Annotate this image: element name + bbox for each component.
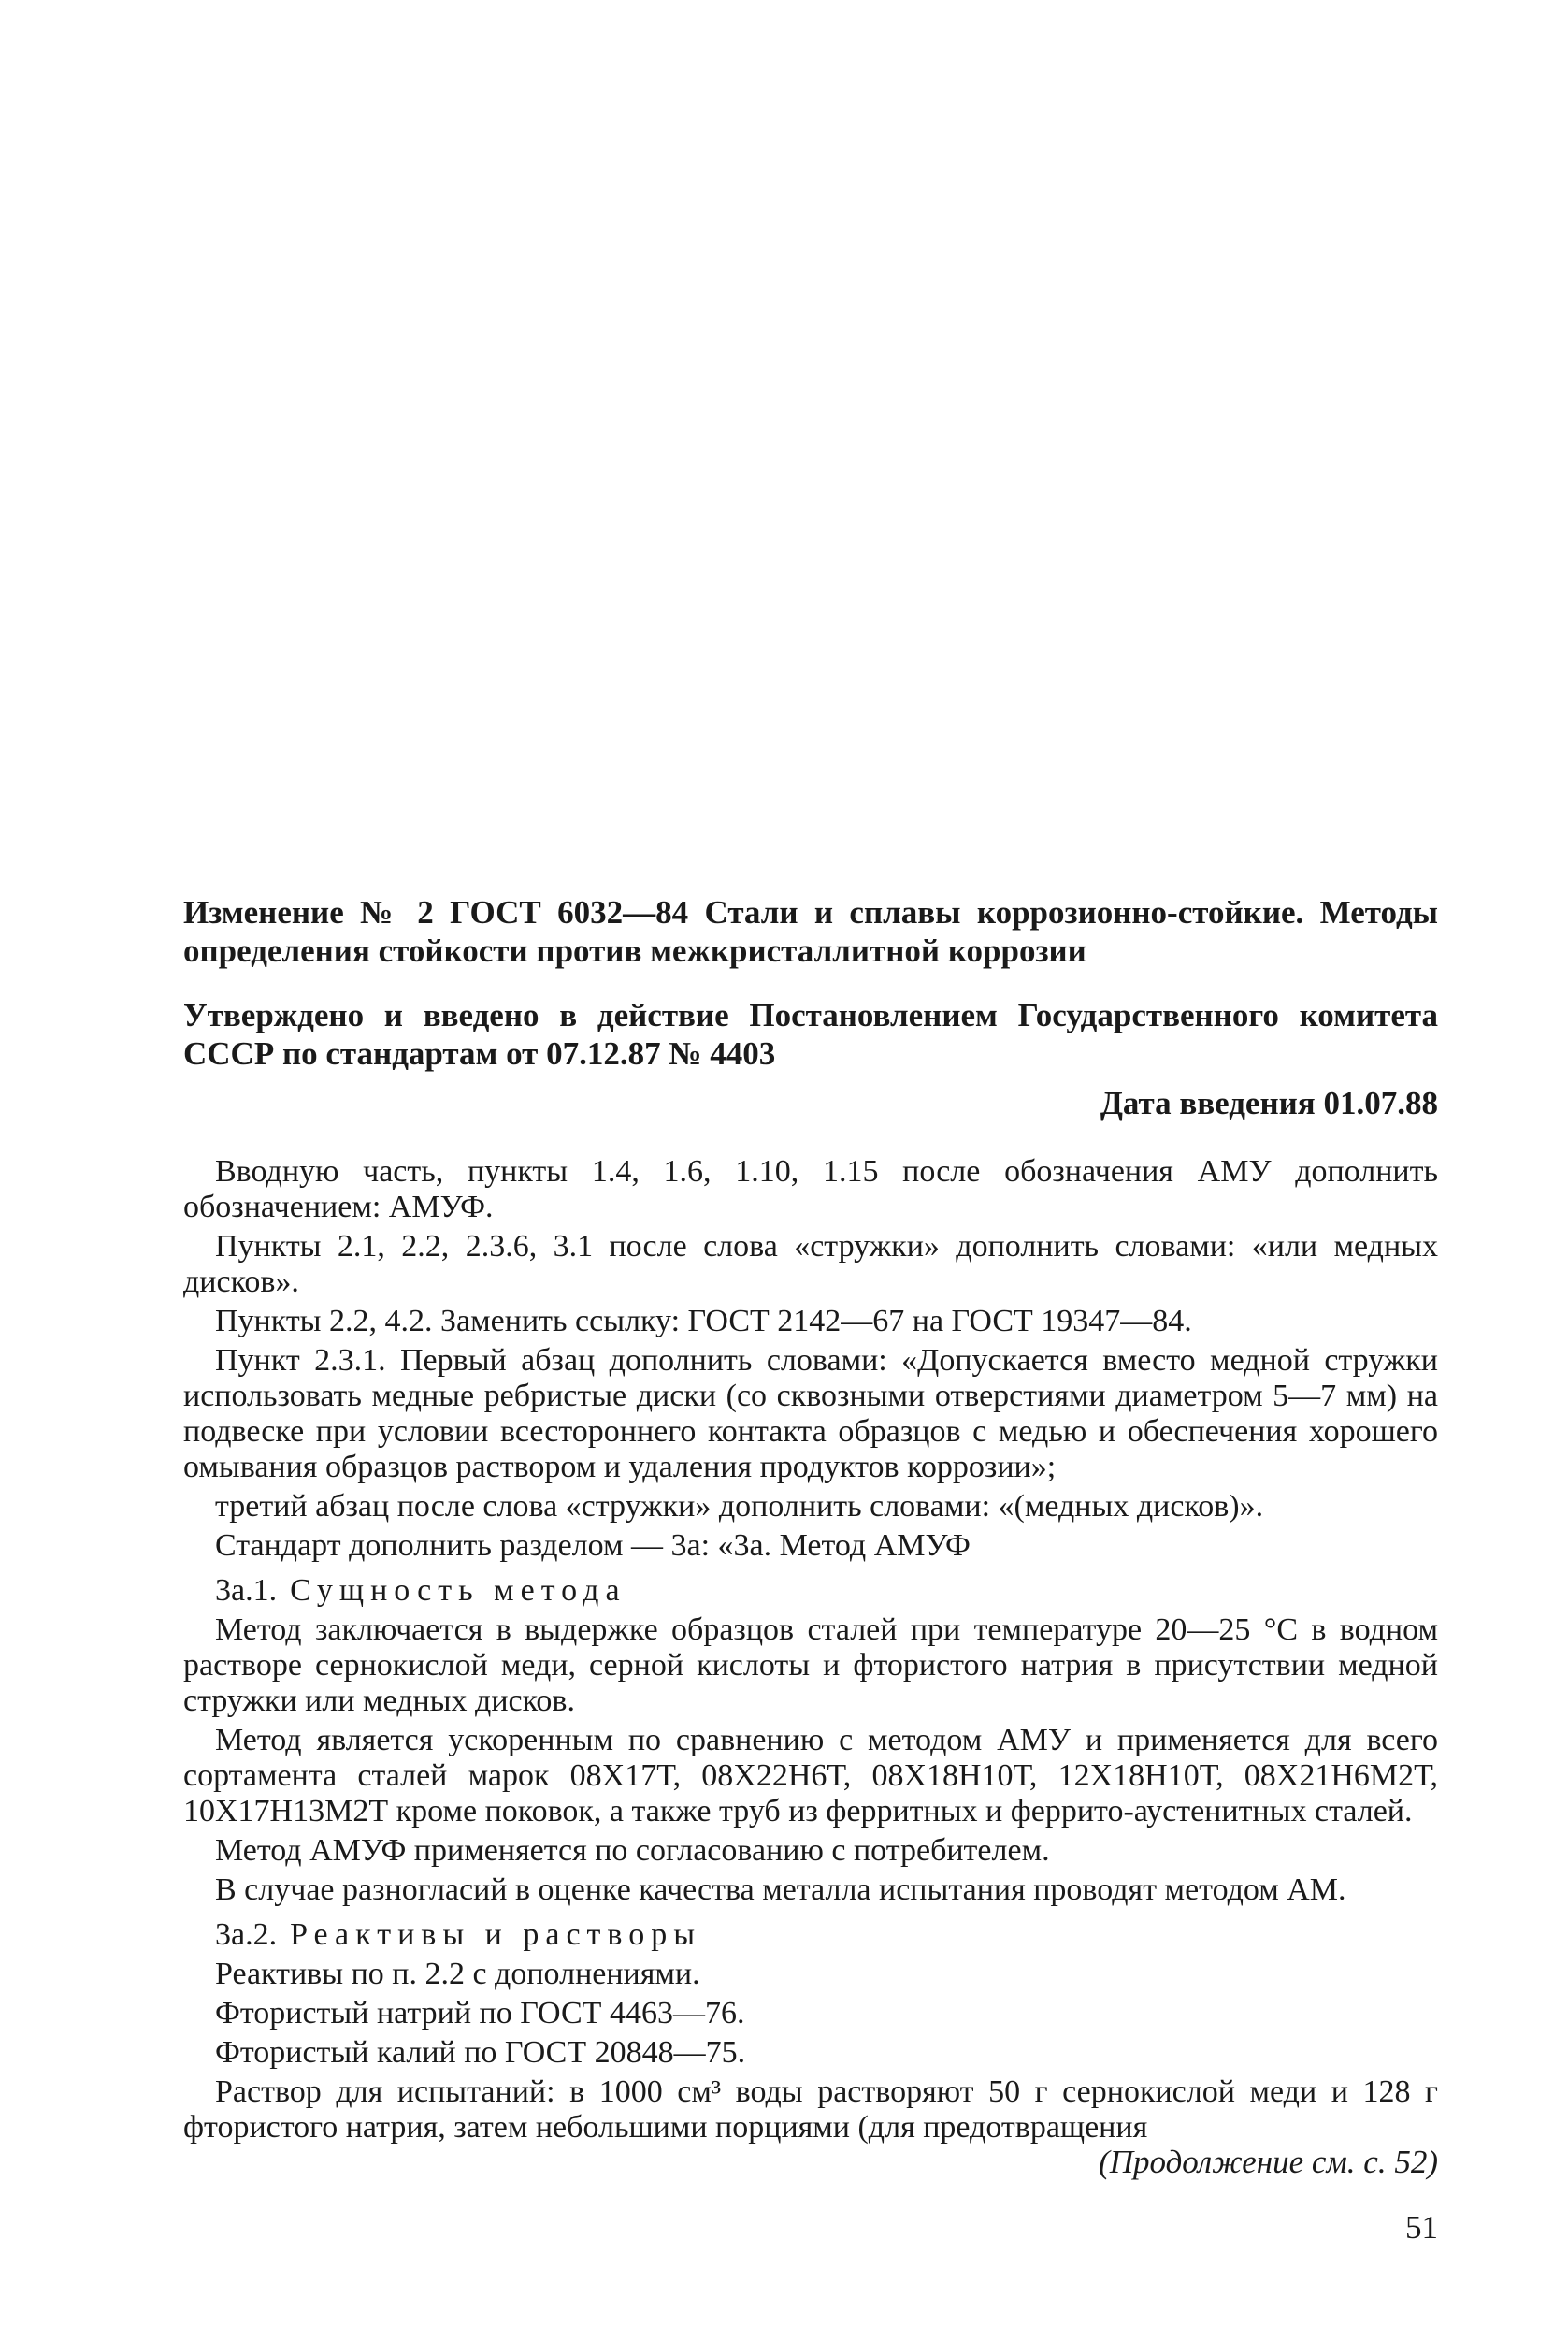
section-3a1-paragraph: Метод заключается в выдержке образцов сталей при температуре 20—25 °С в водном растворе сернокислой меди, серной кислоты и фтористого натрия в присутствии медной стружки или медных дисков. (183, 1612, 1438, 1718)
section-3a1-paragraph: Метод АМУФ применяется по согласованию с потребителем. (215, 1833, 1050, 1868)
section-3a1-paragraph: В случае разногласий в оценке качества металла испытания проводят методом АМ. (215, 1872, 1346, 1907)
paragraph-reference-replace: Пункты 2.2, 4.2. Заменить ссылку: ГОСТ 2142—67 на ГОСТ 19347—84. (215, 1304, 1192, 1338)
section-3a2-title (215, 1917, 1438, 1953)
document-heading: Изменение № 2 ГОСТ 6032—84 Стали и сплавы коррозионно-стойкие. Методы определения стойкости против межкристаллитной коррозии (183, 894, 1438, 969)
section-number: 3а.2. (215, 1917, 278, 1952)
section-3a1-paragraph: Метод является ускоренным по сравнению с методом АМУ и применяется для всего сортамента сталей марок 08Х17Т, 08Х22Н6Т, 08Х18Н10Т, 12Х18Н10Т, 08Х21Н6М2Т, 10Х17Н13М2Т кроме поковок, а также труб из ферритных и феррито-аустенитных сталей. (183, 1723, 1438, 1828)
section-3a2-paragraph: Раствор для испытаний: в 1000 см³ воды растворяют 50 г сернокислой меди и 128 г фтористого натрия, затем небольшими порциями (для предотвращения (183, 2074, 1438, 2145)
section-3a2-paragraph: Реактивы по п. 2.2 с дополнениями. (215, 1957, 700, 1991)
paragraph-point-2-3-1: Пункт 2.3.1. Первый абзац дополнить словами: «Допускается вместо медной стружки использовать медные ребристые диски (со сквозными отверстиями диаметром 5—7 мм) на подвеске при условии всестороннего контакта образцов с медью и обеспечения хорошего омывания образцов раствором и удаления продуктов коррозии»; (183, 1343, 1438, 1484)
paragraph-third-abstract: третий абзац после слова «стружки» дополнить словами: «(медных дисков)». (215, 1489, 1264, 1524)
effective-date: Дата введения 01.07.88 (1100, 1085, 1438, 1121)
continuation-note: (Продолжение см. с. 52) (1099, 2144, 1438, 2180)
document-body (183, 1154, 1438, 2146)
page-number: 51 (1405, 2209, 1438, 2246)
paragraph-points-chips: Пункты 2.1, 2.2, 2.3.6, 3.1 после слова «стружки» дополнить словами: «или медных дисков». (183, 1229, 1438, 1299)
document-content (183, 893, 1438, 2149)
section-title-text: Реактивы и растворы (290, 1917, 702, 1952)
approval-statement: Утверждено и введено в действие Постановлением Государственного комитета СССР по стандартам от 07.12.87 № 4403 (183, 997, 1438, 1072)
section-number: 3а.1. (215, 1573, 278, 1608)
paragraph-add-section: Стандарт дополнить разделом — 3а: «3а. Метод АМУФ (215, 1528, 971, 1563)
section-3a2-paragraph: Фтористый калий по ГОСТ 20848—75. (215, 2035, 746, 2070)
section-3a2-paragraph: Фтористый натрий по ГОСТ 4463—76. (215, 1996, 745, 2030)
paragraph-intro-points: Вводную часть, пункты 1.4, 1.6, 1.10, 1.15 после обозначения АМУ дополнить обозначением: АМУФ. (183, 1154, 1438, 1224)
section-title-text: Сущность метода (290, 1573, 626, 1608)
section-3a1-title (215, 1573, 1438, 1609)
